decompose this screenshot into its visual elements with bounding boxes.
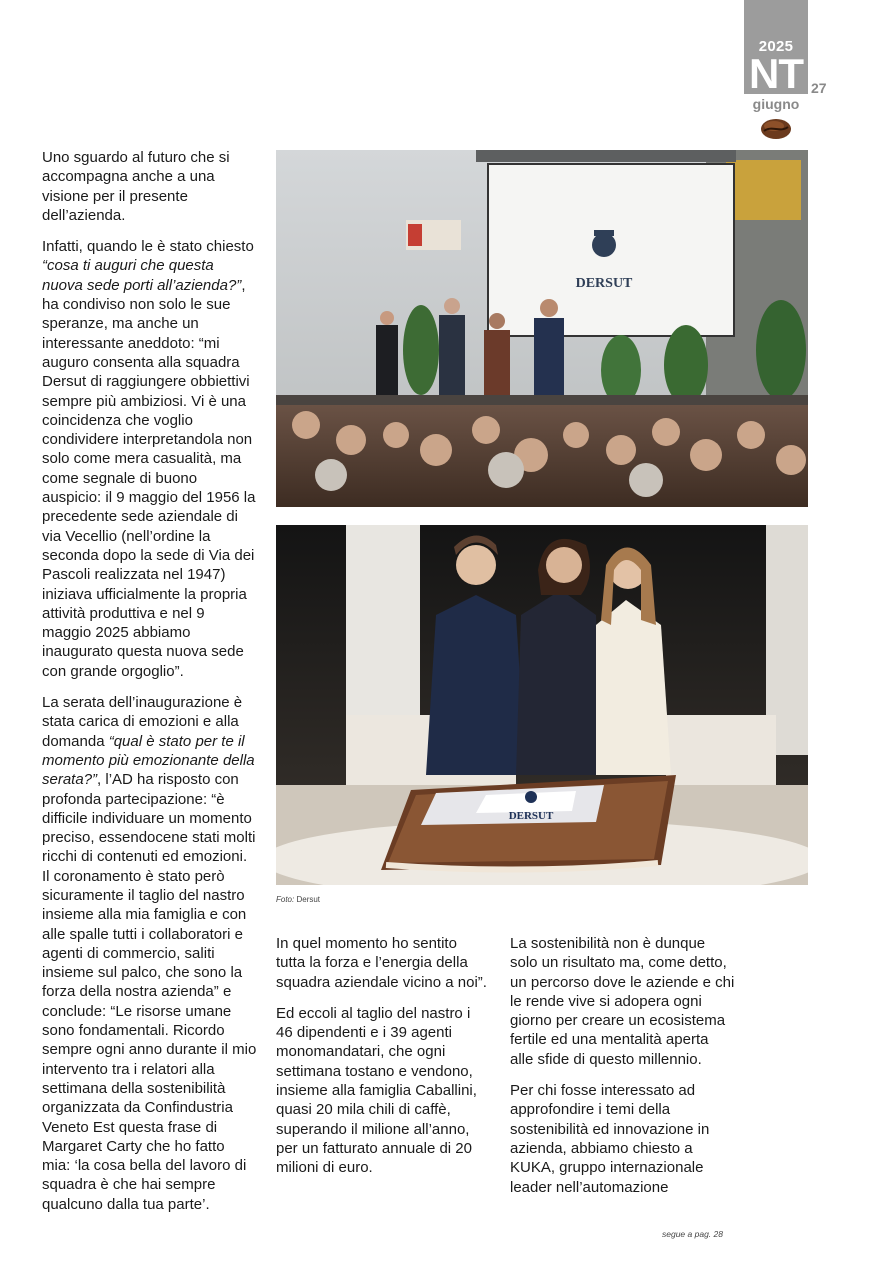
issue-year: 2025 [758, 38, 794, 55]
cake-brand-text: DERSUT [508, 810, 554, 822]
issue-month: giugno [752, 96, 800, 112]
left-text-column [42, 148, 257, 1226]
magazine-logo: NT [749, 50, 803, 97]
paragraph: Infatti, quando le è stato chiesto “cosa ti auguri che questa nuova sede porti all’azienda?”, ha condiviso non solo le sue speranze, ma anche un interessante aneddoto: “mi auguro consenta alla squadra Dersut di raggiungere obbiettivi sempre più ambiziosi. Vi è una coincidenza che voglio condividere interpretandola non solo come mera casualità, ma come segnale di buono auspicio: il 9 maggio del 1956 la precedente sede aziendale di via Vecellio (nell’ordine la seconda dopo la sede di Via dei Pascoli realizzata nel 1947) iniziava ufficialmente la propria attività produttiva e nel 9 maggio 2025 abbiamo inaugurato questa nuova sede con grande orgoglio”. [42, 238, 256, 680]
cake-cutting-photo [276, 525, 808, 885]
continued-note: segue a pag. 28 [662, 1229, 723, 1239]
paragraph: Uno sguardo al futuro che si accompagna anche a una visione per il presente dell’azienda. [42, 149, 230, 224]
paragraph: La serata dell’inaugurazione è stata carica di emozioni e alla domanda “qual è stato per te il momento più emozionante della serata?”, l’AD ha risposto con profonda partecipazione: “è difficile individuare un momento preciso, essendocene stati molti ricchi di contenuti ed emozioni. Il coronamento è stato però sicuramente il taglio del nastro insieme alla mia famiglia e con alle spalle tutti i collaboratori e agenti di commercio, saliti insieme sul palco, che sono la forza della nostra azienda” e conclude: “Le risorse umane sono fondamentali. Ricordo sempre ogni anno durante il mio intervento tra i relatori alla settimana della sostenibilità organizzata da Confindustria Veneto Est questa frase di Margaret Carty che ho fatto mia: ‘la cosa bella del lavoro di squadra è che hai sempre qualcuno dalla tua parte’. [42, 694, 257, 1213]
magazine-badge [744, 0, 808, 97]
page-number: 27 [811, 80, 827, 96]
coffee-bean-icon [760, 117, 792, 141]
photo-credit: Foto: Dersut [276, 895, 321, 904]
paragraph: Ed eccoli al taglio del nastro i 46 dipendenti e i 39 agenti monomandatari, che ogni settimana tostano e vendono, insieme alla famiglia Caballini, quasi 20 mila chili di caffè, superando il milione all’anno, per un fatturato annuale di 20 milioni di euro. [276, 1004, 477, 1177]
paragraph: In quel momento ho sentito tutta la forza e l’energia della squadra aziendale vicino a noi”. [276, 935, 487, 991]
event-stage-photo [276, 150, 808, 507]
paragraph: La sostenibilità non è dunque solo un risultato ma, come detto, un percorso dove le aziende e chi le rende vive si adopera ogni giorno per creare un ecosistema fertile ed una mentalità aperta alle sfide di questo millennio. [510, 935, 735, 1068]
paragraph: Per chi fosse interessato ad approfondire i temi della sostenibilità ed innovazione in azienda, abbiamo chiesto a KUKA, gruppo internazionale leader nell’automazione [510, 1082, 710, 1196]
right-text-column [510, 934, 735, 1209]
screen-brand-text: DERSUT [575, 276, 633, 291]
middle-text-column [276, 934, 488, 1190]
